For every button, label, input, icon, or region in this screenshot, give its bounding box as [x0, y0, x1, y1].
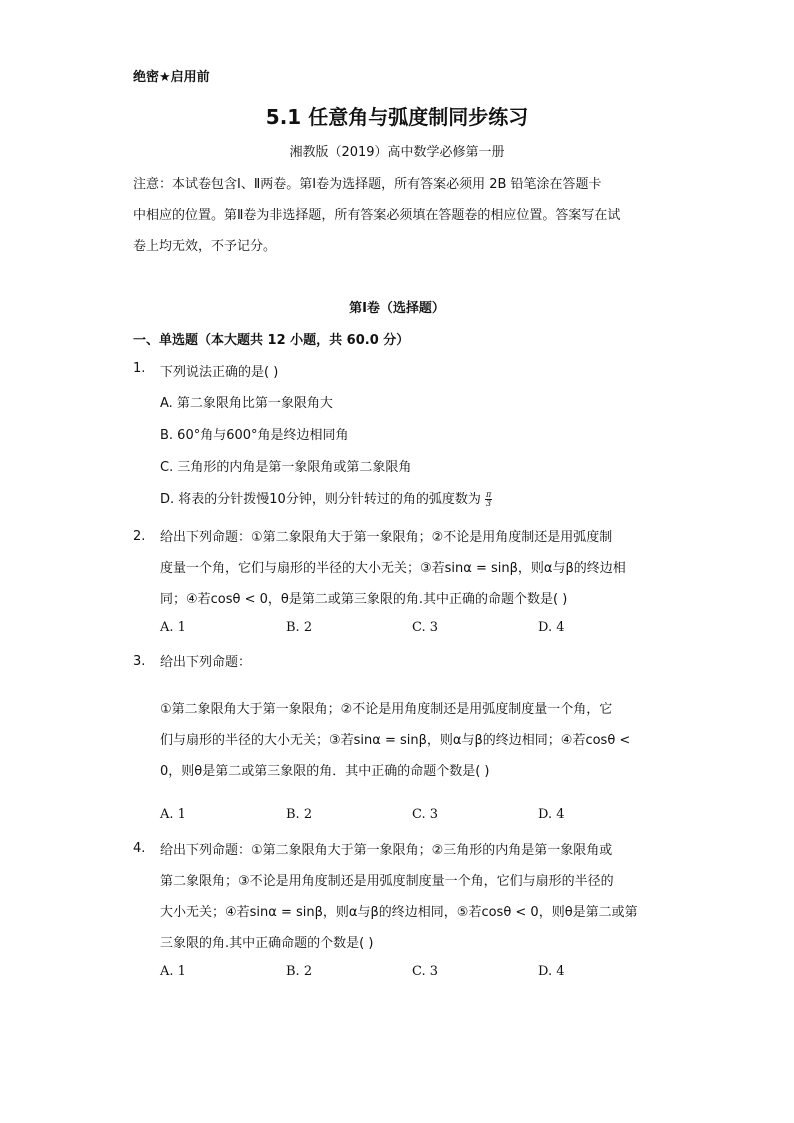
- option-b: B. 2: [286, 964, 313, 979]
- question-line: 度量一个角，它们与扇形的半径的大小无关；③若sinα = sinβ，则α与β的终边相: [160, 561, 626, 576]
- question-line: 三象限的角.其中正确命题的个数是( ): [160, 936, 374, 951]
- option-a: A. 第二象限角比第一象限角大: [160, 396, 333, 411]
- question-line: 同；④若cosθ < 0，θ是第二或第三象限的角.其中正确的命题个数是( ): [160, 592, 568, 607]
- pi-over-3-fraction: [485, 491, 492, 508]
- question-line: 给出下列命题：①第二象限角大于第一象限角；②不论是用角度制还是用弧度制: [160, 530, 613, 545]
- option-c: C. 3: [412, 620, 439, 635]
- notice-line: 卷上均无效，不予记分。: [133, 239, 277, 254]
- option-b: B. 60°角与600°角是终边相同角: [160, 428, 349, 443]
- section-title: 第Ⅰ卷（选择题）: [349, 301, 445, 316]
- question-number: 3.: [133, 654, 146, 669]
- notice-line: 中相应的位置。第Ⅱ卷为非选择题，所有答案必须填在答题卷的相应位置。答案写在试: [133, 208, 621, 223]
- question-number: 4.: [133, 841, 146, 856]
- question-line: 0，则θ是第二或第三象限的角．其中正确的命题个数是( ): [160, 764, 490, 779]
- option-c: C. 三角形的内角是第一象限角或第二象限角: [160, 460, 412, 475]
- question-number: 2.: [133, 529, 146, 544]
- question-number: 1.: [133, 361, 146, 376]
- fraction-numerator: π: [485, 490, 492, 499]
- option-c: C. 3: [412, 964, 439, 979]
- secret-mark: 绝密★启用前: [133, 70, 210, 85]
- option-a: A. 1: [160, 807, 186, 822]
- option-b: B. 2: [286, 807, 313, 822]
- option-d-text: D. 将表的分针拨慢10分钟，则分针转过的角的弧度数为: [160, 492, 481, 507]
- option-a: A. 1: [160, 620, 186, 635]
- question-line: ①第二象限角大于第一象限角；②不论是用角度制还是用弧度制度量一个角，它: [160, 702, 613, 717]
- option-a: A. 1: [160, 964, 186, 979]
- question-line: 大小无关；④若sinα = sinβ，则α与β的终边相同，⑤若cosθ < 0，则θ是第二或第: [160, 905, 638, 920]
- question-line: 给出下列命题：①第二象限角大于第一象限角；②三角形的内角是第一象限角或: [160, 843, 613, 858]
- part-heading: 一、单选题（本大题共 12 小题，共 60.0 分）: [133, 333, 410, 348]
- fraction-denominator: 3: [486, 499, 492, 508]
- option-d: [160, 488, 492, 508]
- option-d: D. 4: [538, 964, 565, 979]
- question-line: 第二象限角；③不论是用角度制还是用弧度制度量一个角，它们与扇形的半径的: [160, 874, 614, 889]
- question-stem: 给出下列命题：: [160, 655, 252, 670]
- option-c: C. 3: [412, 807, 439, 822]
- page-subtitle: 湘教版（2019）高中数学必修第一册: [289, 145, 505, 160]
- option-d: D. 4: [538, 620, 565, 635]
- question-line: 们与扇形的半径的大小无关；③若sinα = sinβ，则α与β的终边相同；④若cosθ <: [160, 733, 631, 748]
- option-b: B. 2: [286, 620, 313, 635]
- page-title: 5.1 任意角与弧度制同步练习: [265, 105, 529, 129]
- notice-line: 注意：本试卷包含Ⅰ、Ⅱ两卷。第Ⅰ卷为选择题，所有答案必须用 2B 铅笔涂在答题卡: [133, 177, 602, 192]
- question-stem: 下列说法正确的是( ): [160, 365, 279, 380]
- option-d: D. 4: [538, 807, 565, 822]
